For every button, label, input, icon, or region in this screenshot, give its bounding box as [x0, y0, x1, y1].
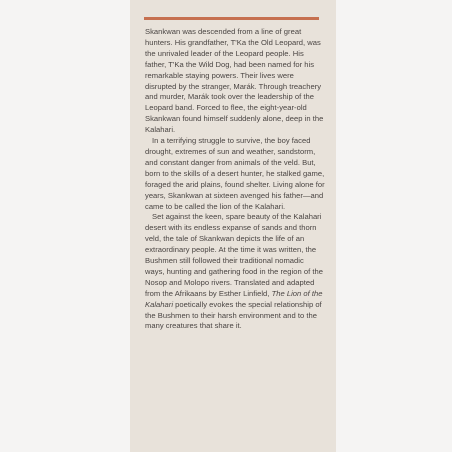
decorative-rule: [144, 17, 319, 20]
jacket-blurb: [145, 27, 325, 332]
blurb-paragraph-3-text: Set against the keen, spare beauty of the Kalahari desert with its endless expanse of sands and thorn veld, the tale of Skankwan depicts the life of an extraordinary people. At the time it was written, the Bushmen still followed their traditional nomadic ways, hunting and gathering food in the region of the Nosop and Molopo rivers. Translated and adapted from the Afrikaans by Esther Linfield,: [145, 212, 323, 298]
blurb-paragraph-3-ending: poetically evokes the special relationship of the Bushmen to their harsh environment and to the many creatures that share it.: [145, 299, 322, 331]
book-title: The Lion of the Kalahari: [145, 288, 323, 309]
blurb-paragraph-1: Skankwan was descended from a line of great hunters. His grandfather, T'Ka the Old Leopard, was the unrivaled leader of the Leopard people. His father, T'Ka the Wild Dog, had been named for his remarkable staying powers. Their lives were disrupted by the stranger, Marák. Through treachery and murder, Marák took over the leadership of the Leopard band. Forced to flee, the eight-year-old Skankwan found himself suddenly alone, deep in the Kalahari.: [145, 27, 324, 135]
blurb-paragraph-3: [145, 212, 325, 332]
blurb-paragraph-2: In a terrifying struggle to survive, the boy faced drought, extremes of sun and weather, sandstorm, and constant danger from animals of the veld. But, born to the skills of a desert hunter, he stalked game, foraged the arid plains, found shelter. Living alone for years, Skankwan at sixteen avenged his father—and came to be called the lion of the Kalahari.: [145, 136, 325, 211]
